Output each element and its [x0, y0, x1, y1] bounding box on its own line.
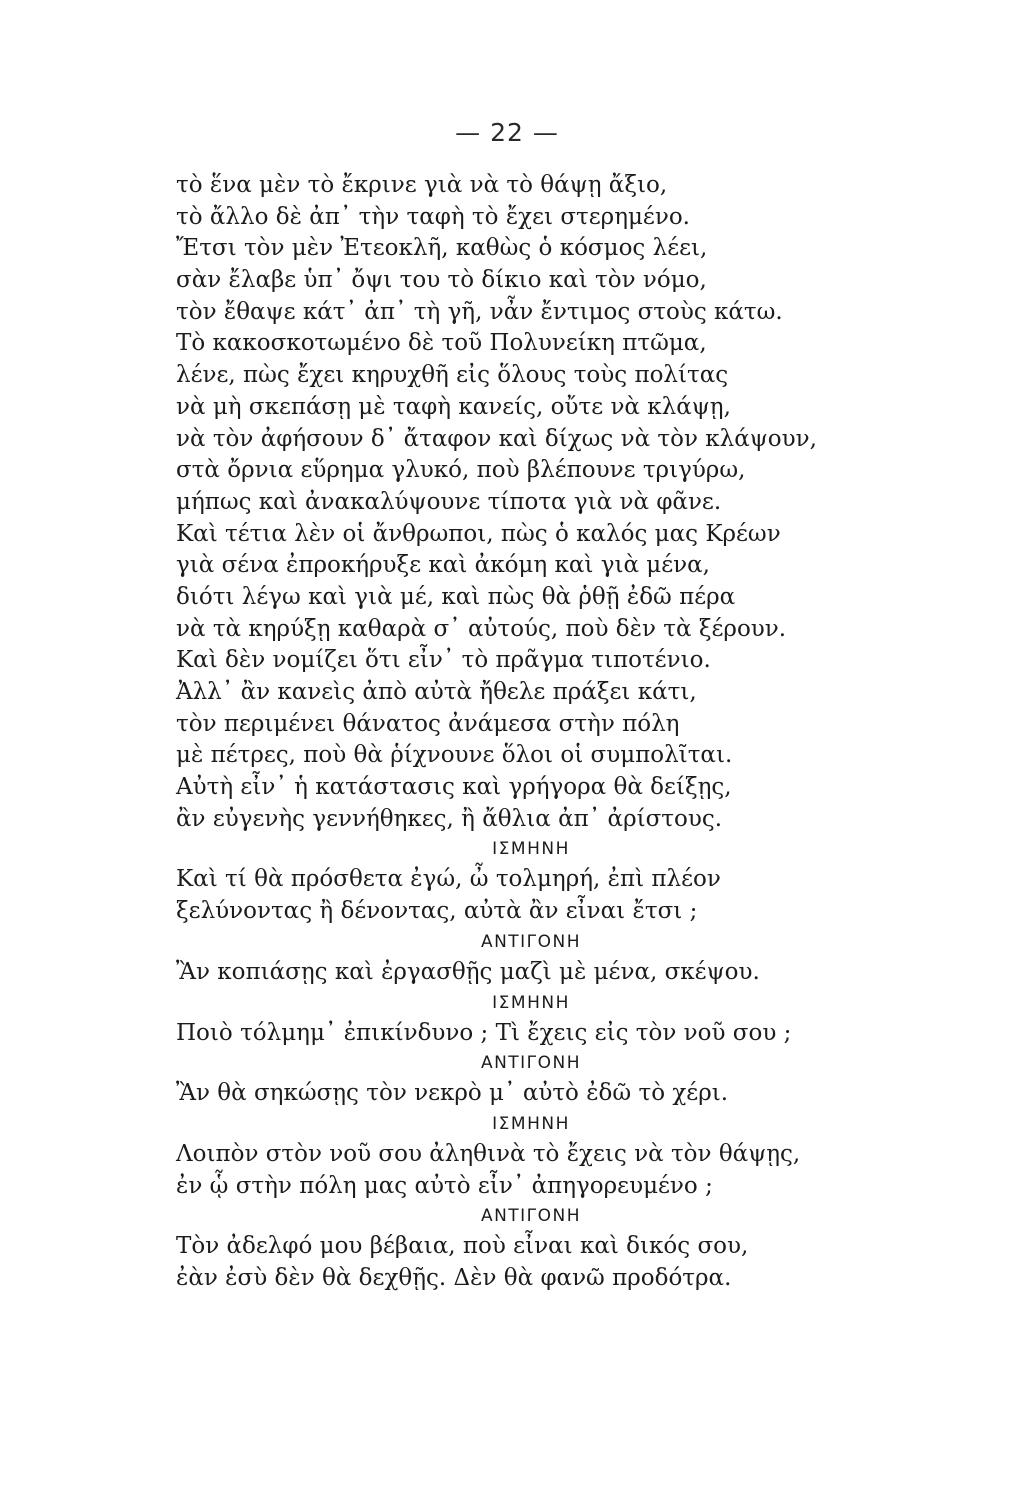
- speaker-name: ΙΣΜΗΝΗ: [492, 839, 570, 860]
- verse-line: νὰ τὰ κηρύξῃ καθαρὰ σ᾿ αὐτούς, ποὺ δὲν τὰ ξέρουν.: [176, 615, 787, 642]
- verse-line: Ἔτσι τὸν μὲν Ἐτεοκλῆ, καθὼς ὁ κόσμος λέει,: [176, 235, 708, 262]
- verse-line: τὸ ἕνα μὲν τὸ ἔκρινε γιὰ νὰ τὸ θάψῃ ἄξιο,: [176, 172, 668, 198]
- verse-line: ξελύνοντας ἢ δένοντας, αὐτὰ ἂν εἶναι ἔτσι ;: [176, 898, 698, 925]
- speech-ismene-2: [176, 989, 816, 1050]
- verse-line: τὸ ἄλλο δὲ ἀπ᾿ τὴν ταφὴ τὸ ἔχει στερημένο.: [176, 203, 690, 230]
- speech-antigone-3: [176, 1202, 816, 1294]
- verse-line: σὰν ἔλαβε ὑπ᾿ ὄψι του τὸ δίκιο καὶ τὸν νόμο,: [176, 267, 707, 294]
- verse-line: Ἀλλ᾿ ἂν κανεὶς ἀπὸ αὐτὰ ἤθελε πράξει κάτι,: [176, 679, 697, 705]
- verse-line: Ἂν θὰ σηκώσῃς τὸν νεκρὸ μ᾿ αὐτὸ ἐδῶ τὸ χέρι.: [176, 1080, 729, 1107]
- speech-ismene-1: [176, 835, 816, 927]
- verse-line: Τὸν ἀδελφό μου βέβαια, ποὺ εἶναι καὶ δικός σου,: [176, 1233, 749, 1260]
- verse-line: γιὰ σένα ἐπροκήρυξε καὶ ἀκόμη καὶ γιὰ μένα,: [176, 552, 710, 579]
- verse-line: Καὶ δὲν νομίζει ὅτι εἶν᾿ τὸ πρᾶγμα τιποτένιο.: [176, 647, 711, 674]
- verse-line: νὰ μὴ σκεπάσῃ μὲ ταφὴ κανείς, οὔτε νὰ κλάψῃ,: [176, 393, 731, 420]
- verse-line: τὸν ἔθαψε κάτ᾿ ἀπ᾿ τὴ γῆ, νἆν ἔντιμος στοὺς κάτω.: [176, 298, 783, 325]
- speaker-name: ΑΝΤΙΓΟΝΗ: [480, 1053, 582, 1074]
- verse-line: Αὐτὴ εἶν᾿ ἡ κατάστασις καὶ γρήγορα θὰ δείξῃς,: [176, 774, 732, 801]
- verse-line: νὰ τὸν ἀφήσουν δ᾿ ἄταφον καὶ δίχως νὰ τὸν κλάψουν,: [176, 425, 817, 452]
- page-number: — 22 —: [455, 118, 559, 147]
- speech-antigone-2: [176, 1049, 816, 1110]
- speech-ismene-3: [176, 1110, 816, 1202]
- speaker-name: ΑΝΤΙΓΟΝΗ: [480, 931, 582, 952]
- verse-line: Καὶ τί θὰ πρόσθετα ἐγώ, ὦ τολμηρή, ἐπὶ πλέον: [176, 866, 721, 893]
- play-text: [176, 170, 816, 1295]
- opening-speech: [176, 170, 816, 835]
- verse-line: τὸν περιμένει θάνατος ἀνάμεσα στὴν πόλη: [176, 710, 680, 737]
- verse-line: ἐν ᾧ στὴν πόλη μας αὐτὸ εἶν᾿ ἀπηγορευμένο ;: [176, 1172, 713, 1199]
- speaker-name: ΑΝΤΙΓΟΝΗ: [480, 1206, 582, 1227]
- speech-antigone-1: [176, 928, 816, 989]
- verse-line: μὲ πέτρες, ποὺ θὰ ῥίχνουνε ὅλοι οἱ συμπολῖται.: [176, 742, 733, 769]
- verse-line: Ἂν κοπιάσῃς καὶ ἐργασθῇς μαζὶ μὲ μένα, σκέψου.: [176, 958, 760, 985]
- verse-line: ἐὰν ἐσὺ δὲν θὰ δεχθῇς. Δὲν θὰ φανῶ προδότρα.: [176, 1264, 732, 1291]
- verse-line: Λοιπὸν στὸν νοῦ σου ἀληθινὰ τὸ ἔχεις νὰ τὸν θάψῃς,: [176, 1140, 801, 1167]
- verse-line: Ποιὸ τόλμημ᾿ ἐπικίνδυνο ; Τὶ ἔχεις εἰς τὸν νοῦ σου ;: [176, 1019, 792, 1046]
- speaker-name: ΙΣΜΗΝΗ: [492, 992, 570, 1013]
- verse-line: Τὸ κακοσκοτωμένο δὲ τοῦ Πολυνείκη πτῶμα,: [176, 330, 707, 357]
- verse-line: ἂν εὐγενὴς γεννήθηκες, ἢ ἄθλια ἀπ᾿ ἀρίστους.: [176, 805, 723, 832]
- verse-line: στὰ ὄρνια εὕρημα γλυκό, ποὺ βλέπουνε τριγύρω,: [176, 457, 746, 484]
- verse-line: διότι λέγω καὶ γιὰ μέ, καὶ πὼς θὰ ῥθῇ ἐδῶ πέρα: [176, 583, 736, 610]
- verse-line: Καὶ τέτια λὲν οἱ ἄνθρωποι, πὼς ὁ καλός μας Κρέων: [176, 520, 781, 547]
- speaker-name: ΙΣΜΗΝΗ: [492, 1113, 570, 1134]
- verse-line: μήπως καὶ ἀνακαλύψουνε τίποτα γιὰ νὰ φᾶνε.: [176, 488, 722, 515]
- verse-line: λένε, πὼς ἔχει κηρυχθῆ εἰς ὅλους τοὺς πολίτας: [176, 362, 729, 389]
